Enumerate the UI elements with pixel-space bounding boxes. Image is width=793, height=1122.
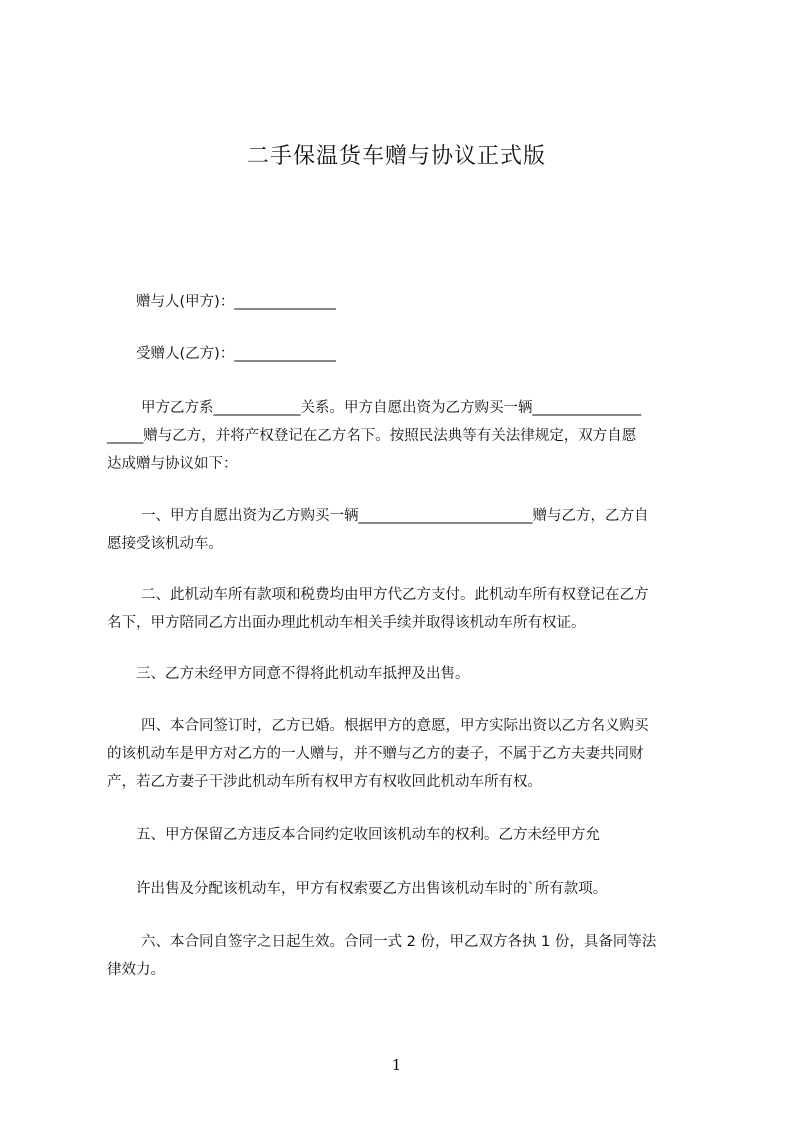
clause-4-line-3: 产，若乙方妻子干涉此机动车所有权甲方有权收回此机动车所有权。 bbox=[107, 774, 542, 790]
intro-line-2: _____赠与乙方，并将产权登记在乙方名下。按照民法典等有关法律规定，双方自愿 bbox=[107, 428, 637, 444]
donee-line: 受赠人(乙方)：______________ bbox=[136, 346, 336, 362]
donor-line: 赠与人(甲方)：______________ bbox=[136, 294, 336, 310]
clause-4-line-2: 的该机动车是甲方对乙方的一人赠与，并不赠与乙方的妻子，不属于乙方夫妻共同财 bbox=[107, 746, 644, 762]
clause-1-line-2: 愿接受该机动车。 bbox=[107, 536, 223, 552]
intro-line-3: 达成赠与协议如下： bbox=[107, 456, 238, 472]
clause-6-line-2: 律效力。 bbox=[107, 962, 165, 978]
clause-4-line-1: 四、本合同签订时，乙方已婚。根据甲方的意愿，甲方实际出资以乙方名义购买 bbox=[141, 718, 649, 734]
clause-5-line-1: 五、甲方保留乙方违反本合同约定收回该机动车的权利。乙方未经甲方允 bbox=[136, 827, 600, 843]
page-number: 1 bbox=[391, 1056, 402, 1074]
clause-2-line-1: 二、此机动车所有款项和税费均由甲方代乙方支付。此机动车所有权登记在乙方 bbox=[141, 587, 649, 603]
clause-2-line-2: 名下，甲方陪同乙方出面办理此机动车相关手续并取得该机动车所有权证。 bbox=[107, 615, 586, 631]
clause-1-line-1: 一、甲方自愿出资为乙方购买一辆________________________赠与乙方，乙方自 bbox=[141, 508, 649, 524]
document-title: 二手保温货车赠与协议正式版 bbox=[246, 144, 546, 169]
clause-5-continuation: 许出售及分配该机动车，甲方有权索要乙方出售该机动车时的`所有款项。 bbox=[136, 881, 608, 897]
intro-line-1: 甲方乙方系____________关系。甲方自愿出资为乙方购买一辆_______________ bbox=[141, 400, 642, 416]
clause-6-line-1: 六、本合同自签字之日起生效。合同一式 2 份，甲乙双方各执 1 份，具备同等法 bbox=[141, 934, 657, 950]
clause-3-line-1: 三、乙方未经甲方同意不得将此机动车抵押及出售。 bbox=[136, 666, 470, 682]
